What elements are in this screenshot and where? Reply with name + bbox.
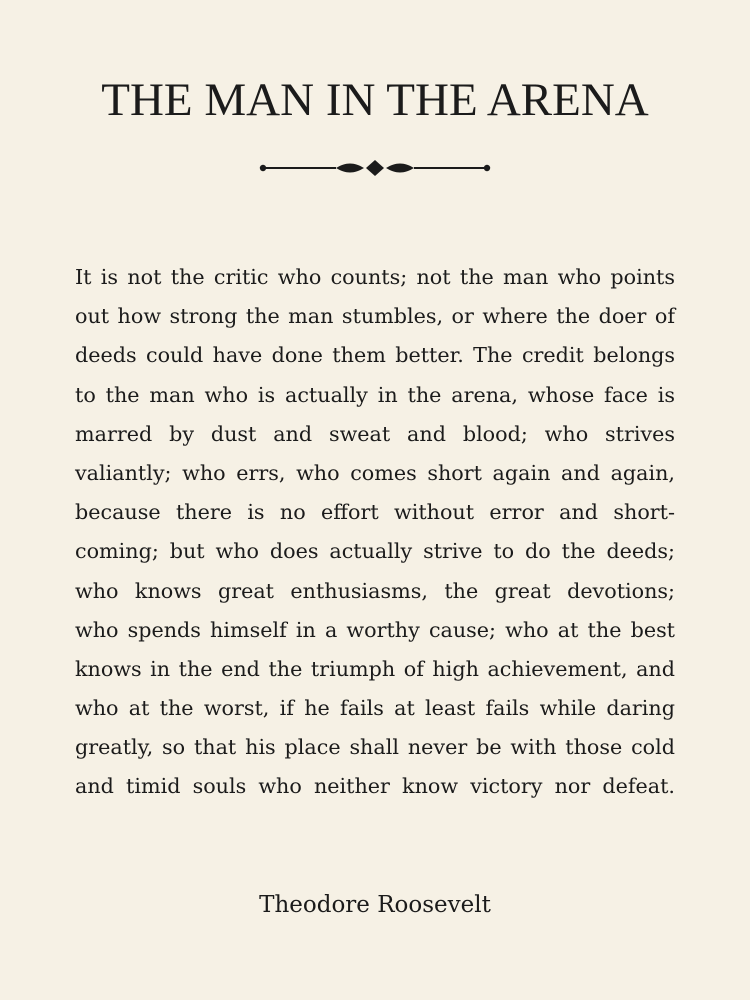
quote-line: to the man who is actually in the arena, whose face is: [75, 382, 675, 407]
quote-line: deeds could have done them better. The credit belongs: [75, 343, 675, 368]
quote-line: knows in the end the triumph of high achievement, and: [75, 656, 675, 681]
diamond-divider-ornament-icon: [258, 157, 492, 179]
quote-line: who at the worst, if he fails at least fails while daring: [75, 696, 675, 721]
quote-line: greatly, so that his place shall never be with those cold: [75, 735, 675, 760]
quote-line: It is not the critic who counts; not the man who points: [75, 265, 675, 289]
quote-line: because there is no effort without error and short-: [75, 500, 675, 525]
quote-line: who spends himself in a worthy cause; who at the best: [75, 617, 675, 642]
quote-body: [75, 258, 675, 807]
quote-author: Theodore Roosevelt: [259, 892, 491, 918]
quote-line: out how strong the man stumbles, or where the doer of: [75, 304, 675, 329]
quote-line: valiantly; who errs, who comes short again and again,: [75, 460, 675, 485]
quote-line: marred by dust and sweat and blood; who strives: [75, 421, 675, 446]
poster-title: THE MAN IN THE ARENA: [101, 74, 649, 126]
quote-line: and timid souls who neither know victory nor defeat.: [75, 774, 675, 799]
quote-line: coming; but who does actually strive to do the deeds;: [75, 539, 675, 564]
quote-line: who knows great enthusiasms, the great devotions;: [75, 578, 675, 603]
